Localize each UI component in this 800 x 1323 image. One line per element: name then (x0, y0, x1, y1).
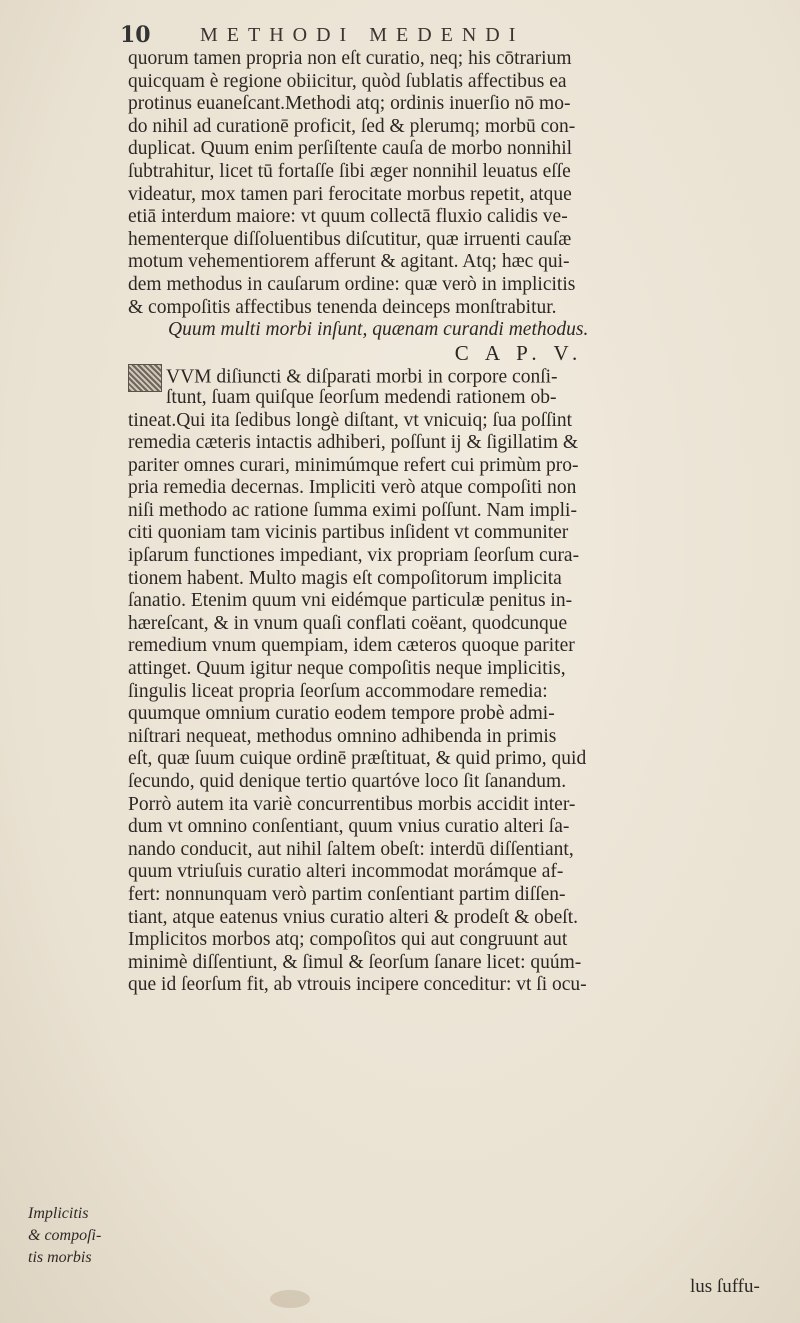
text-line: ſecundo, quid denique tertio quartóve loco ſit ſanandum. (128, 771, 567, 792)
text-line-incipit (128, 364, 790, 387)
text-line: ſingulis liceat propria ſeorſum accommodare remedia: (128, 680, 548, 702)
text-line: do nihil ad curationē proficit, ſed & plerumq; morbū con- (128, 115, 576, 137)
page-number: 10 (120, 22, 151, 48)
text-line: niſtrari nequeat, methodus omnino adhibenda in primis (128, 725, 557, 747)
text-line: niſi methodo ac ratione ſumma eximi poſſunt. Nam impli- (128, 499, 577, 521)
text-line: dem methodus in cauſarum ordine: quæ verò in implicitis (128, 273, 576, 295)
text-line: Porrò autem ita variè concurrentibus morbis accidit inter- (128, 793, 576, 815)
marginal-note-line: tis morbis (28, 1249, 92, 1266)
text-line: ſanatio. Etenim quum vni eidémque particulæ penitus in- (128, 590, 573, 612)
text-line: duplicat. Quum enim perſiſtente cauſa de morbo nonnihil (128, 138, 573, 160)
text-line: hæreſcant, & in vnum quaſi conflati coëant, quodcunque (128, 612, 568, 634)
catchword: lus ſuffu- (690, 1276, 760, 1297)
text-line: dum vt omnino conſentiant, quum vnius curatio alteri ſa- (128, 816, 570, 838)
text-line: hementerque diſſoluentibus diſcutitur, quæ irruenti cauſæ (128, 228, 572, 250)
text-line: protinus euaneſcant.Methodi atq; ordinis inuerſio nō mo- (128, 93, 571, 115)
text-line: pria remedia decernas. Impliciti verò atque compoſiti non (128, 477, 577, 499)
text-line: quumque omnium curatio eodem tempore probè admi- (128, 703, 555, 725)
text-line: nando conducit, aut nihil ſaltem obeſt: interdū diſſentiant, (128, 838, 574, 860)
marginal-note (28, 1203, 128, 1269)
text-line: pariter omnes curari, minimúmque refert cui primùm pro- (128, 454, 579, 476)
text-line: minimè diſſentiunt, & ſimul & ſeorſum ſanare licet: quúm- (128, 951, 582, 973)
incipit-text: VVM diſiuncti & diſparati morbi in corpore conſi- (166, 366, 558, 388)
chapter-heading: C A P. V. (454, 340, 584, 365)
decorated-initial-q (128, 364, 162, 392)
text-line: ipſarum functiones impediant, vix propriam ſeorſum cura- (128, 545, 580, 567)
text-line: quum vtriuſuis curatio alteri incommodat morámque af- (128, 861, 564, 883)
text-line: & compoſitis affectibus tenenda deinceps monſtrabitur. (128, 296, 557, 318)
text-line: tionem habent. Multo magis eſt compoſitorum implicita (128, 567, 562, 589)
text-line: motum vehementiorem afferunt & agitant. Atq; hæc qui- (128, 251, 570, 273)
text-line: tiant, atque eatenus vnius curatio alteri & prodeſt & obeſt. (128, 906, 578, 928)
paper-stain (270, 1290, 310, 1308)
text-line: citi quoniam tam vicinis partibus inſident vt communiter (128, 522, 569, 544)
running-title: METHODI MEDENDI (200, 24, 525, 46)
text-line: Implicitos morbos atq; compoſitos qui aut congruunt aut (128, 929, 568, 951)
text-line: videatur, mox tamen pari ferocitate morbus repetit, atque (128, 183, 572, 205)
text-line: remedia cæteris intactis adhiberi, poſſunt ij & ſigillatim & (128, 432, 579, 454)
text-line: quicquam è regione obiicitur, quòd ſublatis affectibus ea (128, 70, 567, 92)
section-heading: Quum multi morbi inſunt, quænam curandi methodus. (168, 319, 589, 341)
marginal-note-line: Implicitis (28, 1205, 89, 1222)
text-line: eſt, quæ ſuum cuique ordinē præſtituat, & quid primo, quid (128, 748, 587, 770)
text-line: fert: nonnunquam verò partim conſentiant partim diſſen- (128, 883, 566, 905)
text-line: que id ſeorſum fit, ab vtrouis incipere conceditur: vt ſi ocu- (128, 974, 587, 996)
text-line: etiā interdum maiore: vt quum collectā fluxio calidis ve- (128, 206, 568, 228)
text-line: tineat.Qui ita ſedibus longè diſtant, vt vnicuiq; ſua poſſint (128, 409, 573, 431)
text-line: attinget. Quum igitur neque compoſitis neque implicitis, (128, 658, 566, 680)
text-line: remedium vnum quempiam, idem cæteros quoque pariter (128, 635, 575, 657)
body-text (128, 48, 790, 997)
marginal-note-line: & compoſi- (28, 1227, 102, 1244)
text-line: quorum tamen propria non eſt curatio, neq; his cōtrarium (128, 48, 572, 69)
text-line: ſubtrahitur, licet tū fortaſſe ſibi æger nonnihil leuatus eſſe (128, 160, 571, 182)
text-line: ſtunt, ſuam quiſque ſeorſum medendi rationem ob- (166, 386, 557, 408)
